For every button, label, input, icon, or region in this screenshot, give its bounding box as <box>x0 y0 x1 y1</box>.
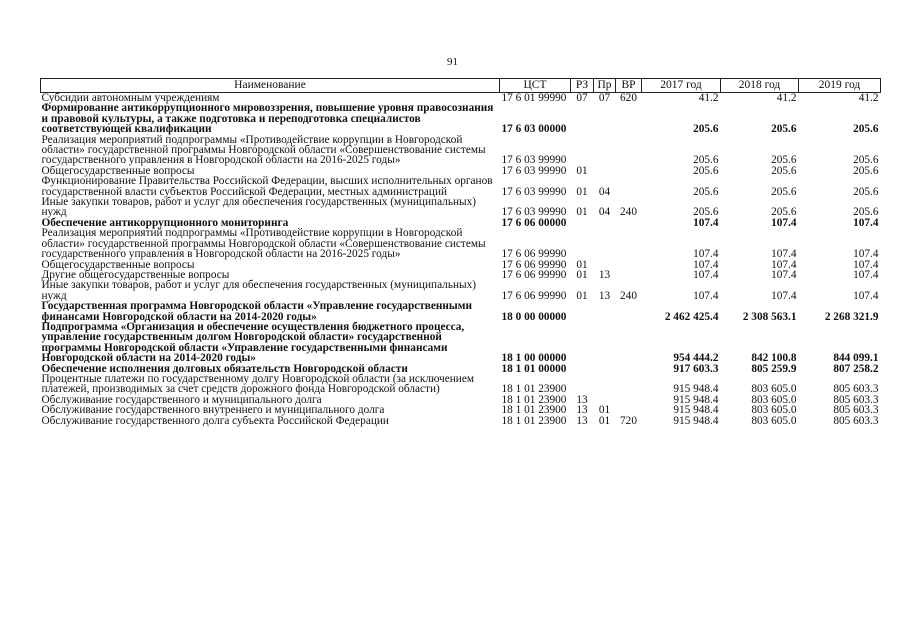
column-header-2017: 2017 год <box>642 79 721 93</box>
cell-2019: 107.4 <box>853 258 879 271</box>
cell-2019: 805 603.3 <box>833 383 879 396</box>
cell-vr <box>616 395 642 405</box>
cell-cst: 17 6 06 99990 <box>501 289 567 302</box>
cell-2017: 205.6 <box>693 164 719 177</box>
cell-cst: 17 6 06 99990 <box>501 258 567 271</box>
cell-2019: 41.2 <box>858 92 879 104</box>
cell-pr <box>594 228 616 259</box>
cell-pr <box>594 364 616 374</box>
cell-2017: 915 948.4 <box>673 383 719 396</box>
cell-2017: 915 948.4 <box>673 404 719 417</box>
cell-pr <box>594 103 616 134</box>
cell-2018: 205.6 <box>771 164 797 177</box>
cell-vr <box>616 270 642 280</box>
cell-name: Общегосударственные вопросы <box>41 164 195 177</box>
cell-2019: 205.6 <box>853 123 879 136</box>
cell-vr <box>616 374 642 395</box>
cell-vr <box>616 364 642 374</box>
cell-name: Подпрограмма «Организация и обеспечение осуществления бюджетного процесса, управление государственным долгом Новгородской области» государственной программы Новгородской области «Управление государственными финансами Новгородской области на 2014-2020 годы» <box>41 320 465 365</box>
cell-pr <box>594 218 616 228</box>
cell-rz: 01 <box>576 268 588 281</box>
cell-2017: 107.4 <box>693 216 719 229</box>
cell-cst: 17 6 06 99990 <box>501 268 567 281</box>
cell-2018: 107.4 <box>771 248 797 261</box>
table-row <box>41 301 881 322</box>
cell-cst: 18 0 00 00000 <box>501 310 567 323</box>
cell-cst: 18 1 01 23900 <box>501 414 567 427</box>
cell-vr <box>616 218 642 228</box>
cell-2019: 805 603.3 <box>833 414 879 427</box>
column-header-2018: 2018 год <box>721 79 799 93</box>
cell-rz <box>571 322 594 364</box>
cell-rz <box>571 228 594 259</box>
column-header-pr: Пр <box>594 79 616 93</box>
cell-2019: 107.4 <box>853 289 879 302</box>
cell-name: Иные закупки товаров, работ и услуг для обеспечения государственных (муниципальных) нужд <box>41 279 477 302</box>
cell-rz: 01 <box>576 206 588 219</box>
cell-rz: 01 <box>576 258 588 271</box>
cell-vr: 240 <box>620 206 637 219</box>
cell-2018: 107.4 <box>771 216 797 229</box>
cell-cst: 18 1 00 00000 <box>501 352 567 365</box>
budget-table <box>40 78 881 426</box>
cell-2018: 842 100.8 <box>751 352 797 365</box>
cell-pr <box>594 374 616 395</box>
cell-cst: 17 6 06 99990 <box>501 248 567 261</box>
cell-vr: 620 <box>620 92 637 104</box>
table-body <box>41 93 881 427</box>
cell-2019: 805 603.3 <box>833 404 879 417</box>
table-row <box>41 197 881 218</box>
cell-2018: 803 605.0 <box>751 414 797 427</box>
table-row <box>41 374 881 395</box>
cell-cst: 17 6 03 99990 <box>501 154 567 167</box>
cell-2017: 915 948.4 <box>673 393 719 406</box>
cell-2018: 205.6 <box>771 154 797 167</box>
cell-name: Формирование антикоррупционного мировоззрения, повышение уровня правосознания и правовой культуры, а также подготовка и переподготовка специалистов соответствующей квалификации <box>41 102 494 136</box>
cell-pr: 13 <box>598 268 611 281</box>
cell-cst: 17 6 03 99990 <box>501 206 567 219</box>
cell-2017: 917 603.3 <box>673 362 719 375</box>
cell-vr <box>616 103 642 134</box>
cell-rz <box>571 301 594 322</box>
cell-vr <box>616 260 642 270</box>
table-row <box>41 228 881 259</box>
cell-2018: 205.6 <box>771 123 797 136</box>
column-header-name: Наименование <box>41 79 500 93</box>
cell-cst: 17 6 03 99990 <box>501 185 567 198</box>
cell-rz <box>571 103 594 134</box>
cell-name: Обслуживание государственного и муниципального долга <box>41 393 322 406</box>
cell-rz: 07 <box>576 92 588 104</box>
table-row <box>41 135 881 166</box>
cell-2019: 107.4 <box>853 248 879 261</box>
cell-pr: 13 <box>598 289 611 302</box>
cell-2018: 107.4 <box>771 268 797 281</box>
cell-2017: 107.4 <box>693 268 719 281</box>
cell-vr <box>616 176 642 197</box>
column-header-cst: ЦСТ <box>500 79 571 93</box>
cell-rz: 01 <box>576 289 588 302</box>
cell-rz: 13 <box>576 404 588 417</box>
table-header-row <box>41 79 881 93</box>
cell-name: Обслуживание государственного долга субъекта Российской Федерации <box>41 414 389 427</box>
cell-pr <box>594 322 616 364</box>
cell-2017: 107.4 <box>693 289 719 302</box>
table-row <box>41 416 881 426</box>
cell-2019: 107.4 <box>853 216 879 229</box>
column-header-vr: ВР <box>616 79 642 93</box>
cell-name: Обслуживание государственного внутреннего и муниципального долга <box>41 404 385 417</box>
cell-rz: 01 <box>576 185 588 198</box>
table-row <box>41 176 881 197</box>
cell-2018: 107.4 <box>771 289 797 302</box>
cell-cst: 18 1 01 23900 <box>501 383 567 396</box>
cell-rz: 01 <box>576 164 588 177</box>
cell-2018: 805 259.9 <box>751 362 797 375</box>
cell-2019: 807 258.2 <box>833 362 879 375</box>
cell-2019: 205.6 <box>853 164 879 177</box>
cell-name: Иные закупки товаров, работ и услуг для обеспечения государственных (муниципальных) нужд <box>41 196 477 219</box>
cell-rz: 13 <box>576 393 588 406</box>
cell-pr: 01 <box>598 404 611 417</box>
cell-2018: 803 605.0 <box>751 404 797 417</box>
cell-2018: 41.2 <box>776 92 797 104</box>
cell-2019: 844 099.1 <box>833 352 879 365</box>
cell-2017: 205.6 <box>693 206 719 219</box>
cell-2018: 2 308 563.1 <box>742 310 797 323</box>
column-header-rz: РЗ <box>571 79 594 93</box>
column-header-2019: 2019 год <box>799 79 881 93</box>
cell-2017: 205.6 <box>693 154 719 167</box>
cell-pr <box>594 166 616 176</box>
table-row <box>41 280 881 301</box>
cell-name: Функционирование Правительства Российской Федерации, высших исполнительных органов государственной власти субъектов Российской Федерации, местных администраций <box>41 175 493 198</box>
cell-name: Субсидии автономным учреждениям <box>41 92 220 104</box>
cell-2019: 805 603.3 <box>833 393 879 406</box>
cell-rz <box>571 374 594 395</box>
cell-pr: 04 <box>598 206 611 219</box>
cell-2017: 107.4 <box>693 248 719 261</box>
cell-2019: 205.6 <box>853 185 879 198</box>
cell-vr <box>616 301 642 322</box>
cell-rz <box>571 135 594 166</box>
cell-cst: 18 1 01 23900 <box>501 404 567 417</box>
cell-cst: 18 1 01 00000 <box>501 362 567 375</box>
cell-2018: 205.6 <box>771 206 797 219</box>
cell-name: Другие общегосударственные вопросы <box>41 268 230 281</box>
cell-2017: 205.6 <box>693 185 719 198</box>
cell-name: Процентные платежи по государственному долгу Новгородской области (за исключением платежей, производимых за счет средств дорожного фонда Новгородской области) <box>41 372 474 396</box>
cell-2019: 2 268 321.9 <box>824 310 879 323</box>
cell-pr: 04 <box>598 185 611 198</box>
cell-2019: 205.6 <box>853 206 879 219</box>
cell-cst: 17 6 03 99990 <box>501 164 567 177</box>
cell-name: Государственная программа Новгородской области «Управление государственными финансами Новгородской области на 2014-2020 годы» <box>41 300 472 323</box>
cell-vr <box>616 322 642 364</box>
cell-vr: 240 <box>620 289 637 302</box>
cell-pr: 01 <box>598 414 611 427</box>
cell-cst: 17 6 06 00000 <box>501 216 567 229</box>
cell-vr <box>616 228 642 259</box>
cell-rz <box>571 218 594 228</box>
cell-cst: 18 1 01 23900 <box>501 393 567 406</box>
cell-2019: 205.6 <box>853 154 879 167</box>
cell-2018: 803 605.0 <box>751 383 797 396</box>
cell-cst: 17 6 01 99990 <box>501 92 567 104</box>
cell-2017: 107.4 <box>693 258 719 271</box>
cell-pr: 07 <box>598 92 611 104</box>
cell-vr: 720 <box>620 414 637 427</box>
cell-name: Реализация мероприятий подпрограммы «Противодействие коррупции в Новгородской области» государственной программы Новгородской области «Совершенствование системы государственного управления в Новгородской области на 2016-2025 годы» <box>41 227 486 261</box>
cell-rz <box>571 364 594 374</box>
page-number: 91 <box>447 56 458 68</box>
cell-2018: 205.6 <box>771 185 797 198</box>
table-row <box>41 322 881 364</box>
cell-vr <box>616 135 642 166</box>
cell-name: Обеспечение исполнения долговых обязательств Новгородской области <box>41 362 408 375</box>
cell-2017: 915 948.4 <box>673 414 719 427</box>
cell-name: Общегосударственные вопросы <box>41 258 195 271</box>
cell-2017: 2 462 425.4 <box>664 310 719 323</box>
cell-2017: 41.2 <box>698 92 719 104</box>
table-row <box>41 103 881 134</box>
cell-2018: 803 605.0 <box>751 393 797 406</box>
cell-vr <box>616 166 642 176</box>
cell-rz: 13 <box>576 414 588 427</box>
cell-2019: 107.4 <box>853 268 879 281</box>
cell-name: Реализация мероприятий подпрограммы «Противодействие коррупции в Новгородской области» государственной программы Новгородской области «Совершенствование системы государственного управления в Новгородской области на 2016-2025 годы» <box>41 133 486 167</box>
cell-2017: 205.6 <box>693 123 719 136</box>
cell-name: Обеспечение антикоррупционного мониторинга <box>41 216 289 229</box>
cell-cst: 17 6 03 00000 <box>501 123 567 136</box>
cell-2018: 107.4 <box>771 258 797 271</box>
cell-pr <box>594 135 616 166</box>
cell-2017: 954 444.2 <box>673 352 719 365</box>
cell-pr <box>594 301 616 322</box>
